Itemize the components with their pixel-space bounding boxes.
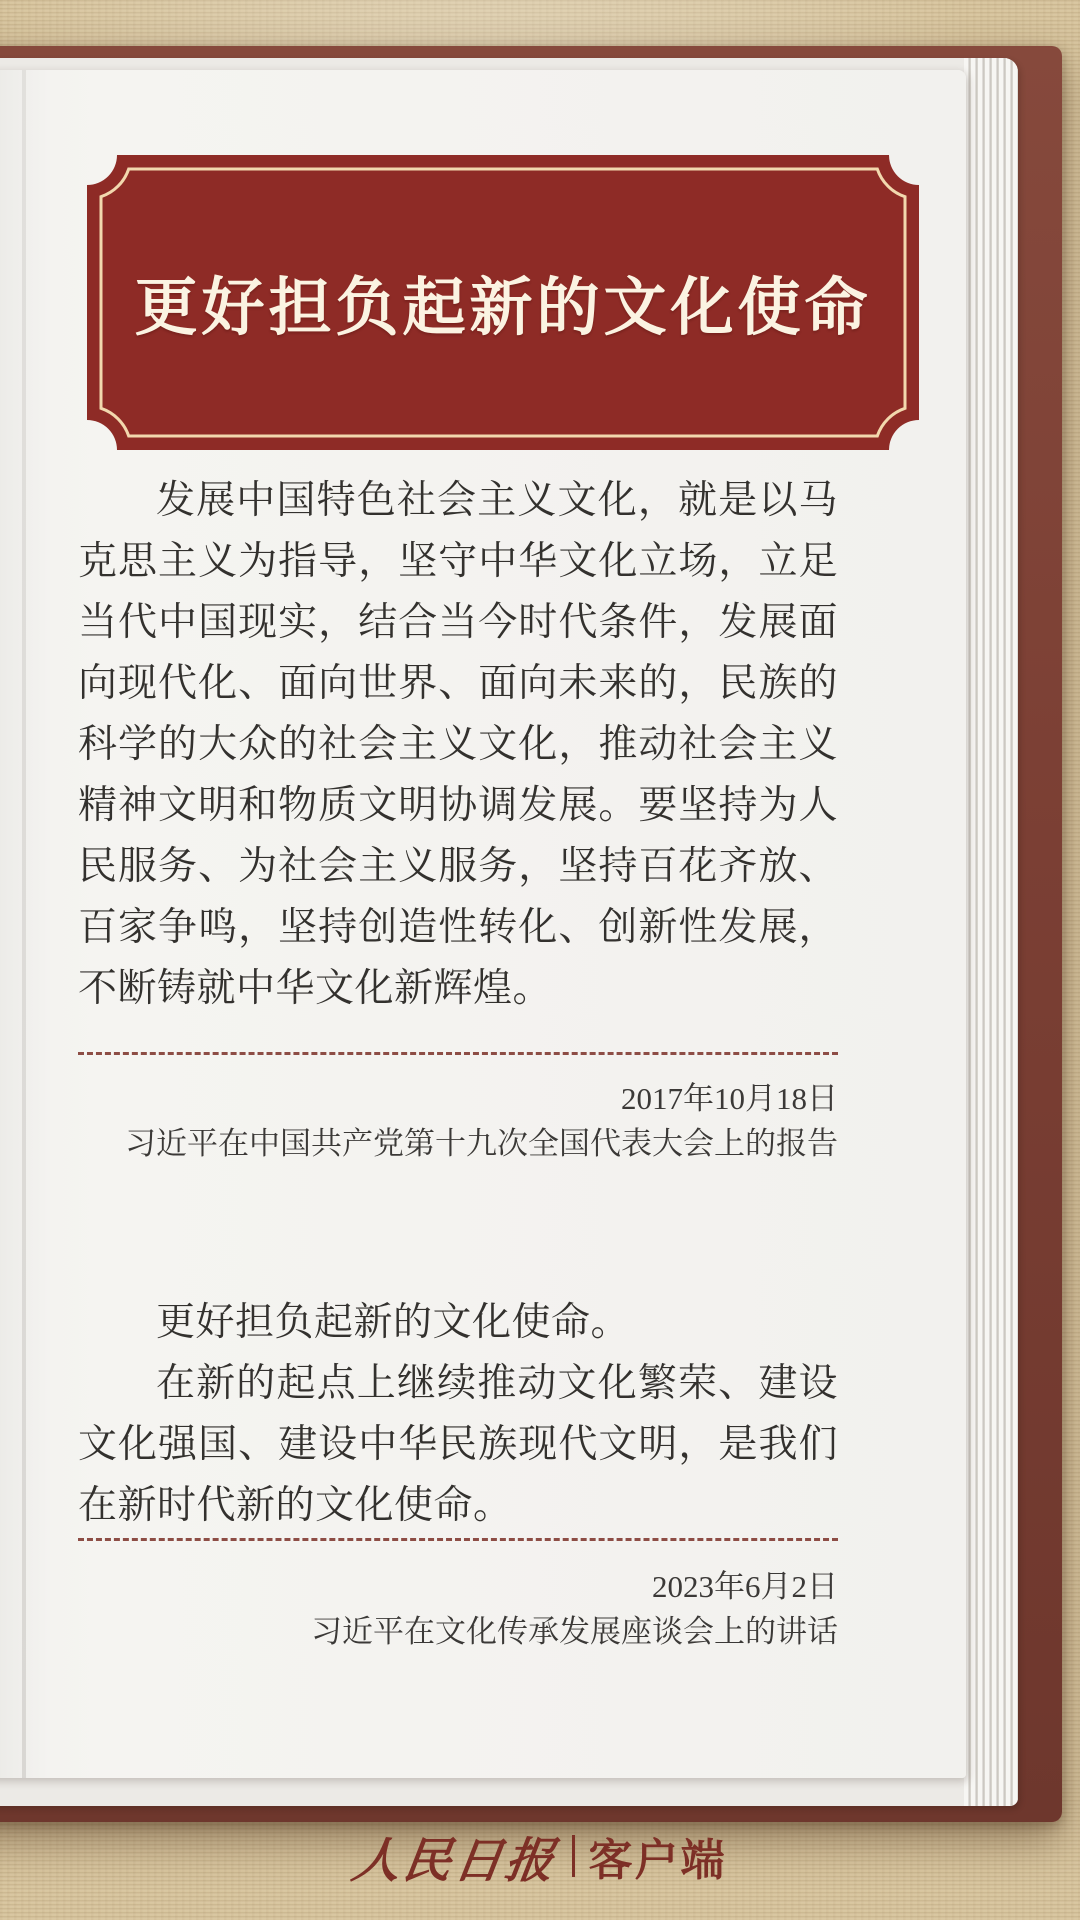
poster-title: 更好担负起新的文化使命	[134, 273, 872, 343]
logo-divider	[572, 1835, 575, 1877]
quote-1-paragraph: 发展中国特色社会主义文化，就是以马克思主义为指导，坚守中华文化立场，立足当代中国现实，结合当今时代条件，发展面向现代化、面向世界、面向未来的，民族的科学的大众的社会主义文化，推动社会主义精神文明和物质文明协调发展。要坚持为人民服务、为社会主义服务，坚持百花齐放、百家争鸣，坚持创造性转化、创新性发展，不断铸就中华文化新辉煌。	[78, 479, 838, 1010]
quote-2-date: 2023年6月2日	[652, 1569, 838, 1604]
brand-footer	[0, 1820, 1080, 1892]
quote-2-paragraph-1: 更好担负起新的文化使命。	[156, 1301, 631, 1344]
quote-1-source: 习近平在中国共产党第十九次全国代表大会上的报告	[125, 1126, 838, 1161]
quote-1-date: 2017年10月18日	[621, 1081, 838, 1116]
page-crease	[22, 70, 26, 1778]
page-edge-stripes	[964, 58, 1018, 1806]
quote-2	[78, 1292, 838, 1536]
book-page	[0, 70, 966, 1778]
dashed-separator-2	[78, 1538, 838, 1541]
peoples-daily-logo: 人民日报	[348, 1832, 561, 1889]
quote-2-paragraph-2: 在新的起点上继续推动文化繁荣、建设文化强国、建设中华民族现代文明，是我们在新时代新的文化使命。	[78, 1362, 838, 1527]
quote-2-source: 习近平在文化传承发展座谈会上的讲话	[311, 1614, 838, 1649]
title-banner	[87, 155, 919, 450]
attribution-1	[78, 1076, 838, 1166]
dashed-separator-1	[78, 1052, 838, 1055]
quote-1	[78, 470, 838, 1019]
client-label: 客户端	[588, 1836, 727, 1885]
attribution-2	[78, 1564, 838, 1654]
